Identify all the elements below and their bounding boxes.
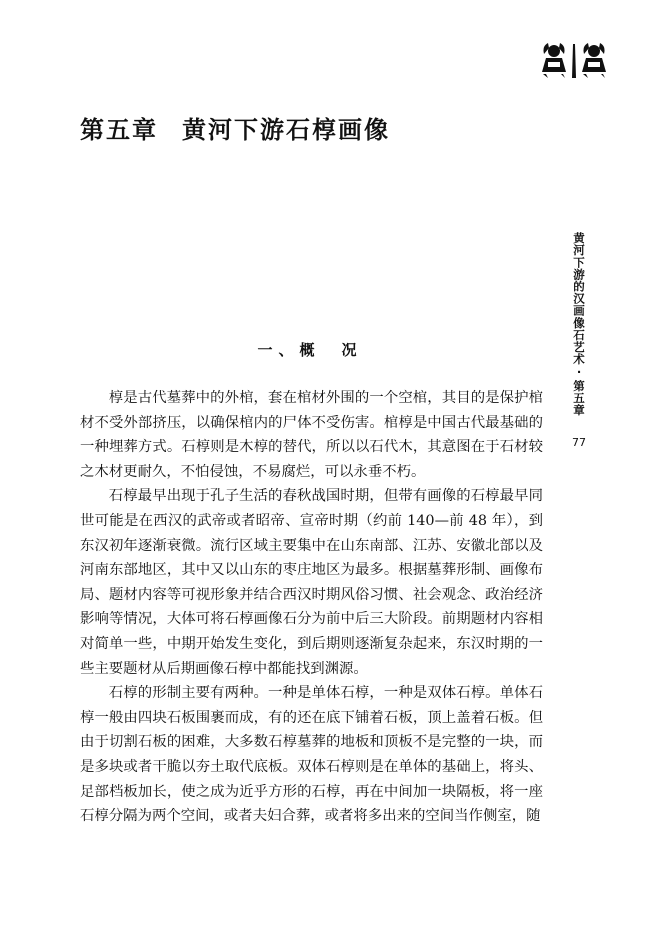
decorative-ornament-icon [540, 40, 608, 80]
paragraph: 石椁最早出现于孔子生活的春秋战国时期，但带有画像的石椁最早同世可能是在西汉的武帝或者昭帝、宣帝时期（约前 140—前 48 年），到东汉初年逐渐衰微。流行区域主要集中在山东南部、江苏、安徽北部以及河南东部地区，其中又以山东的枣庄地区为最多。根据墓葬形制、画像布局、题材内容等可视形象并结合西汉时期风俗习惯、社会观念、政治经济影响等情况，大体可将石椁画像石分为前中后三大阶段。前期题材内容相对简单一些，中期开始发生变化，到后期则逐渐复杂起来，东汉时期的一些主要题材从后期画像石椁中都能找到渊源。 [80, 488, 543, 677]
section-heading: 一、概 况 [257, 341, 363, 359]
chapter-title [80, 110, 390, 145]
paragraph: 椁是古代墓葬中的外棺，套在棺材外围的一个空棺，其目的是保护棺材不受外部挤压，以确保棺内的尸体不受伤害。棺椁是中国古代最基础的一种埋葬方式。石椁则是木椁的替代，所以以石代木，其意图在于石材较之木材更耐久，不怕侵蚀，不易腐烂，可以永垂不朽。 [80, 390, 543, 480]
page-number: 77 [572, 436, 586, 449]
body-text [80, 386, 543, 829]
running-head: 黄河下游的汉画像石艺术·第五章 [572, 232, 586, 416]
chapter-number: 第五章 [80, 116, 158, 144]
paragraph: 石椁的形制主要有两种。一种是单体石椁，一种是双体石椁。单体石椁一般由四块石板围裹而成，有的还在底下铺着石板，顶上盖着石板。但由于切割石板的困难，大多数石椁墓葬的地板和顶板不是完整的一块，而是多块或者干脆以夯土取代底板。双体石椁则是在单体的基础上，将头、足部档板加长，使之成为近乎方形的石椁，再在中间加一块隔板，将一座石椁分隔为两个空间，或者夫妇合葬，或者将多出来的空间当作侧室，随 [80, 685, 543, 825]
chapter-name: 黄河下游石椁画像 [182, 116, 390, 144]
